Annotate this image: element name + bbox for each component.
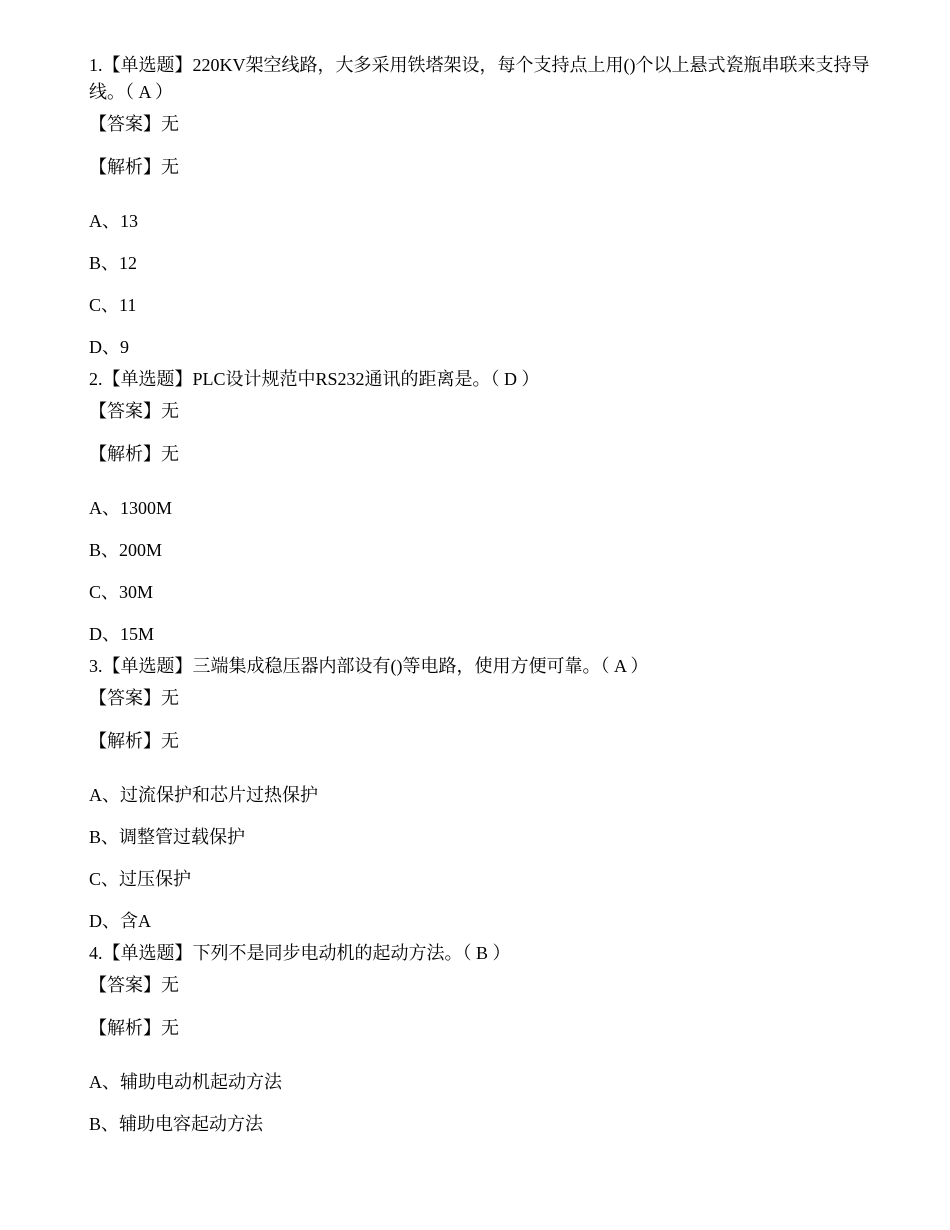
question-analysis: 【解析】无 <box>89 731 179 751</box>
option-d: D、15M <box>89 624 155 644</box>
question-2 <box>89 366 904 648</box>
option-c: C、过压保护 <box>89 869 192 889</box>
question-analysis: 【解析】无 <box>89 444 179 464</box>
question-answer: 【答案】无 <box>89 975 179 995</box>
question-title: 4.【单选题】下列不是同步电动机的起动方法。（ B ） <box>89 943 511 963</box>
option-c: C、30M <box>89 582 154 602</box>
question-analysis: 【解析】无 <box>89 1018 179 1038</box>
option-b: B、12 <box>89 253 138 273</box>
option-b: B、辅助电容起动方法 <box>89 1114 264 1134</box>
question-title: 3.【单选题】三端集成稳压器内部设有()等电路，使用方便可靠。（ A ） <box>89 656 649 676</box>
option-c: C、11 <box>89 295 137 315</box>
question-title: 2.【单选题】PLC设计规范中RS232通讯的距离是。（ D ） <box>89 369 540 389</box>
option-d: D、含A <box>89 911 151 931</box>
question-1 <box>89 52 904 361</box>
option-b: B、调整管过载保护 <box>89 827 246 847</box>
question-title: 1.【单选题】220KV架空线路，大多采用铁塔架设，每个支持点上用()个以上悬式瓷瓶串联来支持导线。（ A ） <box>89 55 870 102</box>
option-b: B、200M <box>89 540 163 560</box>
option-a: A、过流保护和芯片过热保护 <box>89 785 318 805</box>
option-a: A、辅助电动机起动方法 <box>89 1072 282 1092</box>
question-answer: 【答案】无 <box>89 114 179 134</box>
question-answer: 【答案】无 <box>89 688 179 708</box>
question-4 <box>89 940 904 1138</box>
question-analysis: 【解析】无 <box>89 157 179 177</box>
question-answer: 【答案】无 <box>89 401 179 421</box>
question-3 <box>89 653 904 935</box>
question-list <box>89 52 904 1143</box>
option-a: A、13 <box>89 211 138 231</box>
option-a: A、1300M <box>89 498 173 518</box>
option-d: D、9 <box>89 337 129 357</box>
